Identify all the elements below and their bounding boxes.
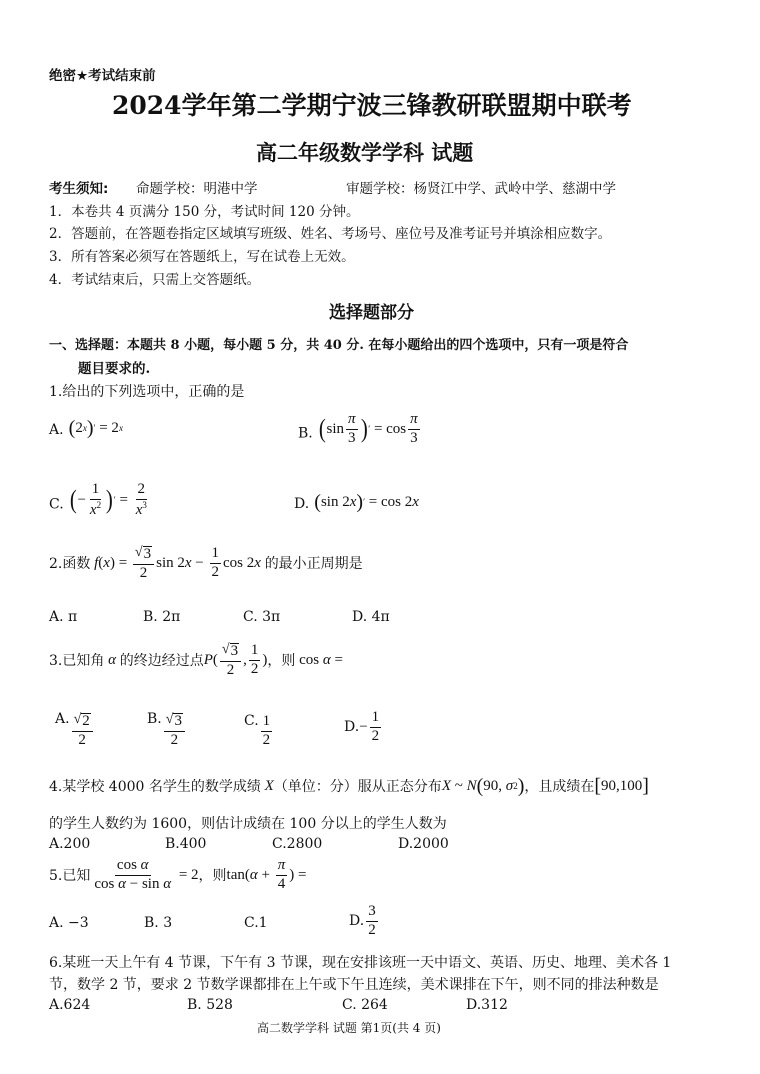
note-item: 1．本卷共 4 页满分 150 分，考试时间 120 分钟。 — [49, 204, 360, 220]
q6-stem-line2: 节，数学 2 节，要求 2 节数学课都排在上午或下午且连续，美术课排在下午，则不同的排法种数是 — [49, 977, 659, 993]
option-label: D. — [294, 496, 310, 512]
q2-stem — [49, 545, 363, 582]
q6-option-a: A.624 — [49, 997, 91, 1013]
q4-var-x: X — [260, 777, 274, 794]
q3-option-d: D.− $\frac{1}{2}$ — [344, 709, 380, 744]
q2-option-a: A. π — [49, 609, 78, 625]
exam-title: 2024学年第二学期宁波三锋教研联盟期中联考 — [112, 91, 632, 120]
note-item: 4．考试结束后，只需上交答题纸。 — [49, 272, 261, 288]
q3-stem — [49, 642, 343, 679]
note-item: 3．所有答案必须写在答题纸上，写在试卷上无效。 — [49, 249, 355, 265]
q5-mid: ，则 — [198, 868, 227, 885]
q2-option-c: C. 3π — [243, 609, 281, 625]
q3-alpha: α — [104, 651, 120, 668]
q3-cos: cos α = — [295, 651, 343, 668]
q3-option-b: B. √ 3 2 — [147, 708, 187, 749]
q4-text-a: 4.某学校 4000 名学生的数学成绩 — [49, 779, 261, 795]
q5-option-c: C.1 — [244, 915, 268, 931]
reviewer-schools: 审题学校：杨贤江中学、武岭中学、慈湖中学 — [346, 181, 616, 197]
q4-distribution: X ~ N ( 90, σ 2 ) — [441, 775, 525, 797]
q1-option-a — [49, 418, 123, 438]
exam-subtitle: 高二年级数学学科 试题 — [256, 140, 474, 165]
q6-option-c: C. 264 — [342, 997, 388, 1013]
q2-formula: f ( x ) = √ 3 2 sin 2 x − $\frac{1}{2}$ cos 2 x — [94, 545, 261, 581]
secret-label: 绝密★考试结束前 — [49, 68, 156, 84]
section-title: 选择题部分 — [329, 303, 414, 323]
q4-option-b: B.400 — [165, 836, 207, 852]
q6-option-b: B. 528 — [187, 997, 233, 1013]
q2-option-d: D. 4π — [352, 609, 390, 625]
q5-option-b: B. 3 — [144, 915, 173, 931]
q1-b-formula: ( sin $\frac{\pi}{3}$ ) ′ = cos $\frac{\pi}{3}$ — [318, 411, 418, 446]
q6-option-d: D.312 — [466, 997, 508, 1013]
q1-c-formula: ( − $\frac{1}{x^2}$ ) ′ = $\frac{2}{x^3}$ — [69, 481, 147, 518]
q3-mid: 的终边经过点 — [119, 653, 204, 670]
proposer-school: 命题学校：明港中学 — [136, 181, 258, 197]
section-intro-cont: 题目要求的. — [78, 361, 151, 377]
q1-option-d — [294, 492, 419, 512]
q5-option-a: A. −3 — [49, 915, 89, 931]
q3-point: P ( √ 3 2 , $\frac{1}{2}$ ) — [203, 642, 268, 678]
q4-stem-line2: 的学生人数约为 1600，则估计成绩在 100 分以上的学生人数为 — [49, 816, 447, 832]
q3-prefix: 3.已知角 — [49, 653, 105, 670]
option-label: D. — [349, 913, 365, 930]
q5-prefix: 5.已知 — [49, 868, 91, 885]
q4-option-d: D.2000 — [398, 836, 449, 852]
option-label: C. — [49, 496, 64, 513]
q5-target: tan( α + $\frac{\pi}{4}$ ) = — [226, 857, 307, 892]
notes-label: 考生须知: — [49, 181, 109, 197]
q4-option-a: A.200 — [49, 836, 91, 852]
q3-suffix: ，则 — [267, 653, 296, 670]
option-label: B. — [147, 711, 162, 727]
q2-prefix: 2.函数 — [49, 556, 91, 573]
q5-stem — [49, 858, 306, 893]
option-label: D. — [344, 718, 360, 735]
option-label: C. — [244, 713, 259, 729]
option-label: A. — [49, 422, 64, 438]
q4-stem-line1 — [49, 776, 649, 796]
option-label: B. — [298, 425, 313, 442]
q1-stem: 1.给出的下列选项中，正确的是 — [49, 384, 245, 400]
q4-interval: [ 90,100 ] — [594, 775, 649, 797]
q5-option-d: D. $\frac{3}{2}$ — [349, 903, 376, 938]
page-footer: 高二数学学科 试题 第1页(共 4 页) — [257, 1021, 441, 1035]
q4-option-c: C.2800 — [272, 836, 323, 852]
q3-option-a: A. √ 2 2 — [55, 708, 95, 749]
q4-text-c: ，且成绩在 — [524, 779, 595, 795]
note-item: 2．答题前，在答题卷指定区域填写班级、姓名、考场号、座位号及准考证号并填涂相应数字。 — [49, 226, 612, 242]
q5-condition: $\frac{\text{cos α}}{\text{cos α − sin α}}$ = 2 — [94, 857, 199, 892]
q3-option-c: C. $\frac{1}{2}$ — [244, 713, 271, 748]
q1-option-c — [49, 482, 151, 519]
q2-option-b: B. 2π — [143, 609, 181, 625]
q6-stem-line1: 6.某班一天上午有 4 节课，下午有 3 节课，现在安排该班一天中语文、英语、历史、地理、美术各 1 — [49, 955, 672, 971]
q1-a-formula: ( 2 x ) ′ = 2 x — [68, 417, 123, 439]
q1-option-b — [298, 412, 422, 447]
q1-d-formula: ( sin 2 x ) ′ = cos 2 x — [314, 491, 419, 513]
section-intro: 一、选择题：本题共 8 小题，每小题 5 分，共 40 分. 在每小题给出的四个选项中，只有一项是符合 — [49, 338, 629, 353]
q4-text-b: （单位：分）服从正态分布 — [273, 779, 442, 795]
q2-suffix: 的最小正周期是 — [264, 556, 363, 573]
option-label: A. — [55, 711, 70, 727]
